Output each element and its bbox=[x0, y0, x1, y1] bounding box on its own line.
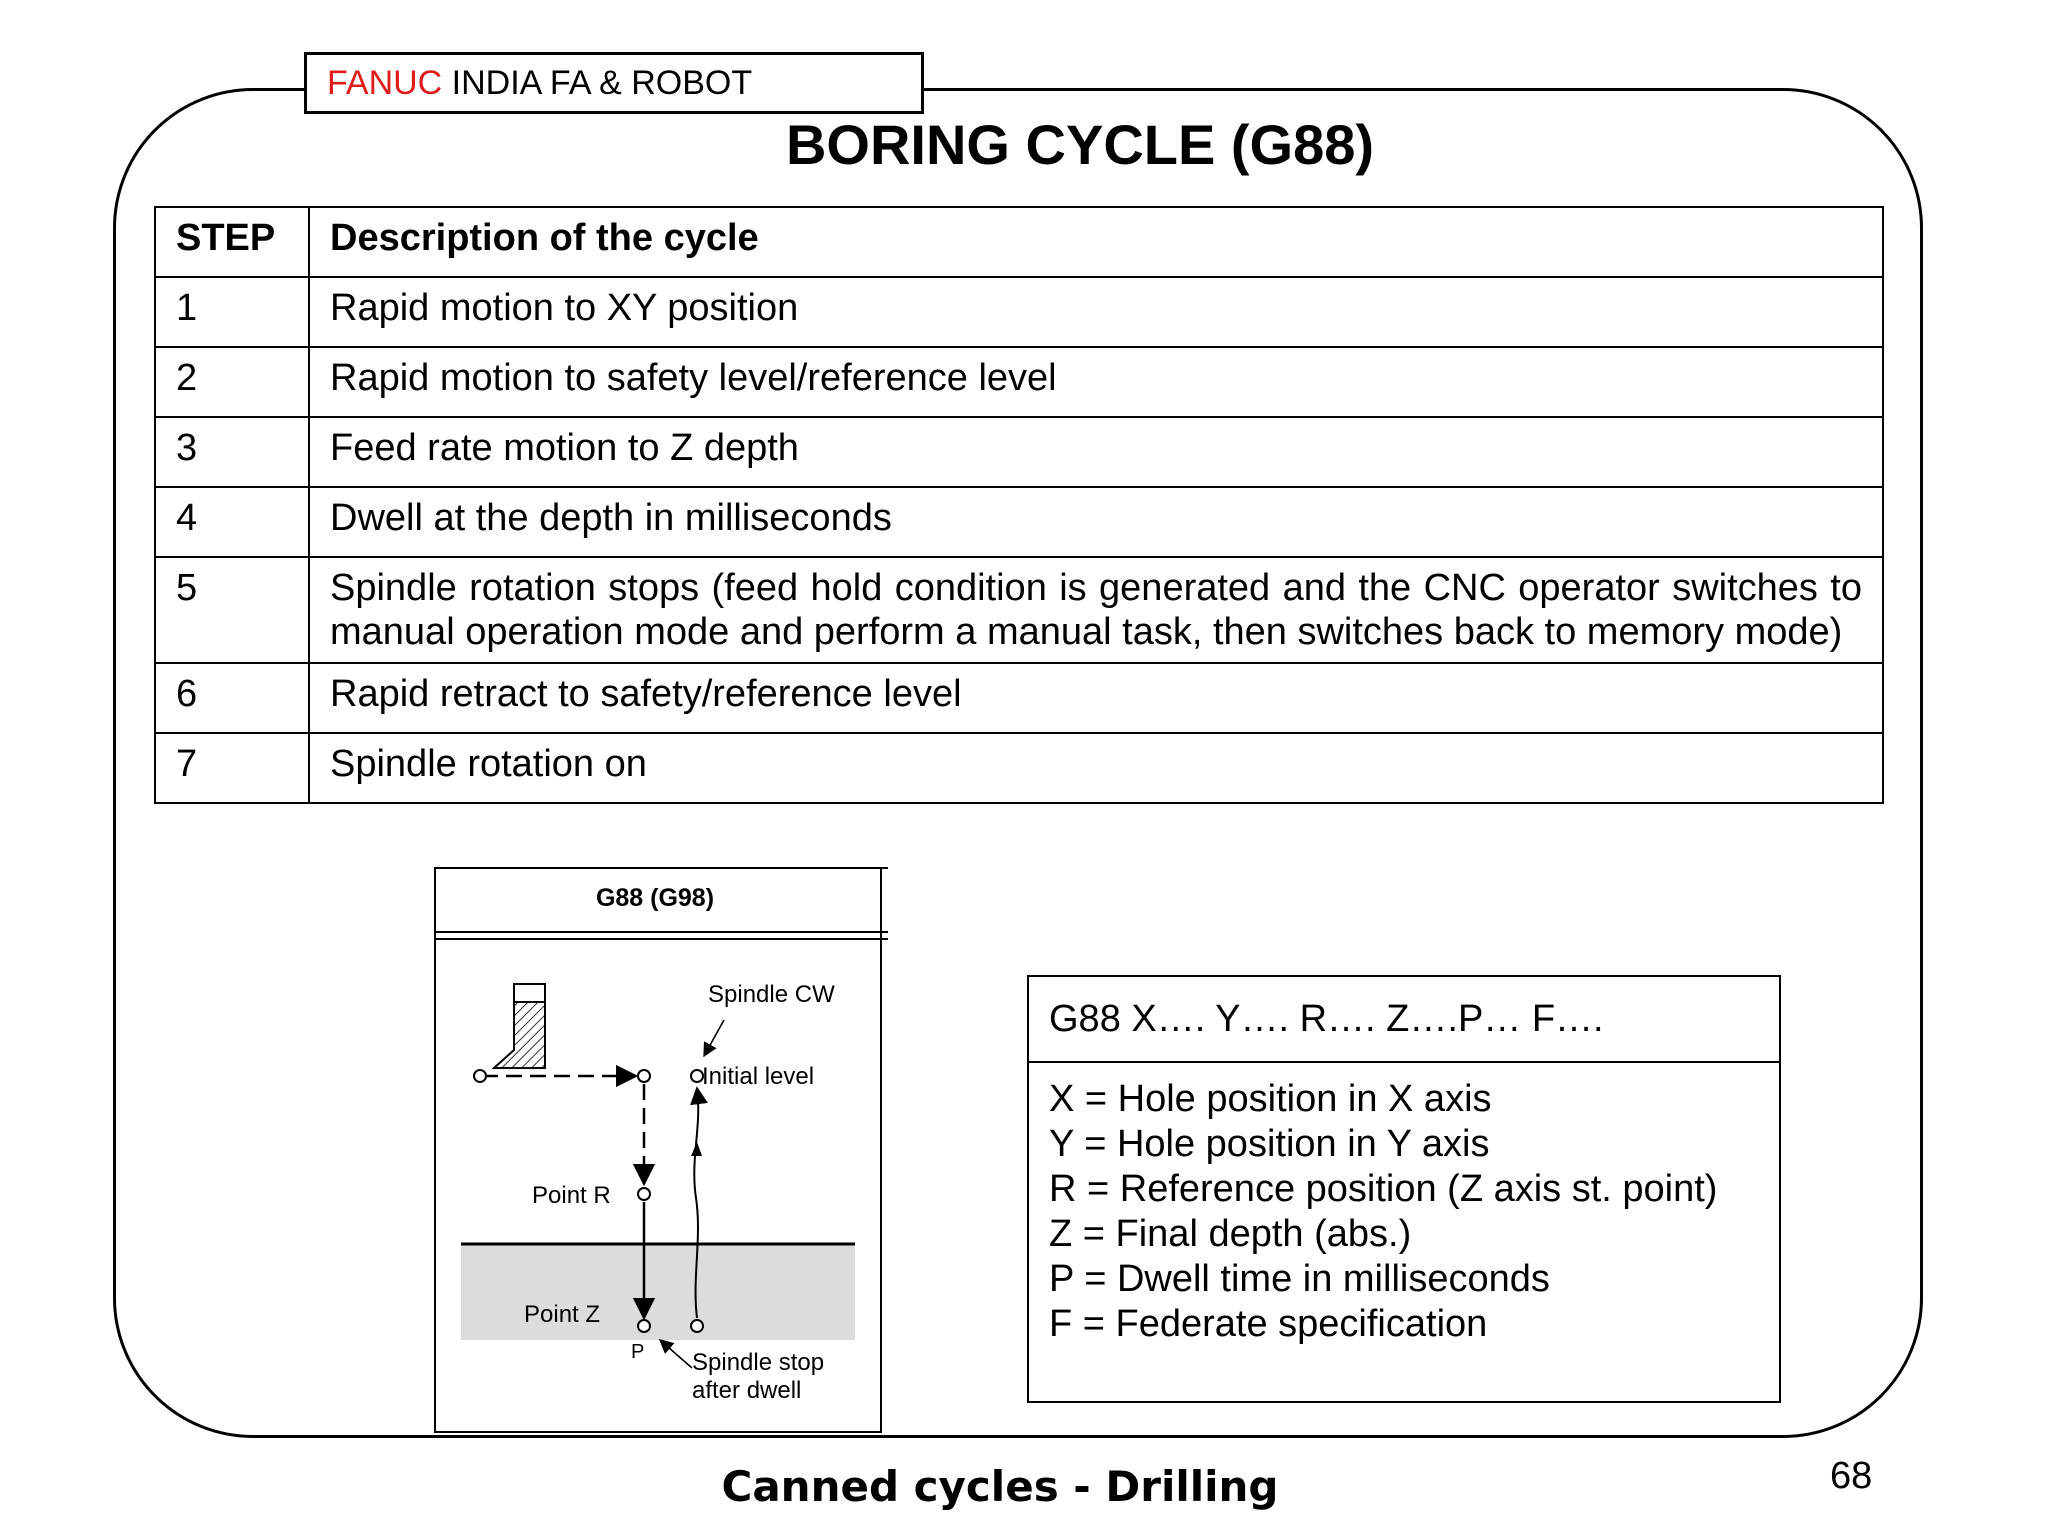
table-row bbox=[155, 733, 1883, 803]
brand-name: FANUC bbox=[327, 64, 443, 102]
boring-cycle-diagram bbox=[434, 858, 888, 1438]
point-r-label: Point R bbox=[532, 1182, 611, 1209]
table-row bbox=[155, 557, 1883, 663]
parameter-list bbox=[1029, 1063, 1779, 1347]
diagram-frame bbox=[435, 868, 881, 1432]
step-number: 1 bbox=[155, 277, 309, 347]
parameter-item: F = Federate specification bbox=[1049, 1303, 1488, 1345]
step-number: 4 bbox=[155, 487, 309, 557]
table-row bbox=[155, 487, 1883, 557]
start-point bbox=[474, 1070, 486, 1082]
diagram-title: G88 (G98) bbox=[595, 884, 715, 912]
parameter-item: R = Reference position (Z axis st. point) bbox=[1049, 1168, 1718, 1210]
spindle-cw-label: Spindle CW bbox=[708, 981, 835, 1008]
steps-table bbox=[154, 206, 1884, 804]
workpiece bbox=[461, 1244, 855, 1340]
parameter-item: P = Dwell time in milliseconds bbox=[1049, 1258, 1550, 1300]
after-dwell-label: after dwell bbox=[692, 1377, 802, 1404]
table-row bbox=[155, 663, 1883, 733]
step-number: 7 bbox=[155, 733, 309, 803]
table-row bbox=[155, 277, 1883, 347]
table-row bbox=[155, 417, 1883, 487]
column-header-description: Description of the cycle bbox=[309, 207, 1883, 277]
retract-bottom-point bbox=[691, 1320, 703, 1332]
initial-level-label: Initial level bbox=[702, 1063, 815, 1090]
column-header-step: STEP bbox=[155, 207, 309, 277]
parameter-item: X = Hole position in X axis bbox=[1049, 1078, 1492, 1120]
tool-shank bbox=[514, 984, 545, 1002]
footer-topic: Canned cycles - Drilling bbox=[721, 1462, 1279, 1511]
step-number: 3 bbox=[155, 417, 309, 487]
page-title: BORING CYCLE (G88) bbox=[785, 113, 1375, 176]
g88-format: G88 X…. Y…. R…. Z….P… F…. bbox=[1029, 977, 1779, 1063]
point-r-marker bbox=[638, 1188, 650, 1200]
step-number: 2 bbox=[155, 347, 309, 417]
step-description: Rapid retract to safety/reference level bbox=[309, 663, 1883, 733]
p-label: P bbox=[631, 1341, 645, 1363]
spindle-stop-label: Spindle stop bbox=[692, 1349, 825, 1376]
parameter-item: Z = Final depth (abs.) bbox=[1049, 1213, 1412, 1255]
step-description: Rapid motion to safety level/reference level bbox=[309, 347, 1883, 417]
table-row bbox=[155, 347, 1883, 417]
point-z-label: Point Z bbox=[524, 1301, 601, 1328]
step-number: 6 bbox=[155, 663, 309, 733]
company-name: INDIA FA & ROBOT bbox=[442, 64, 753, 102]
company-label bbox=[304, 52, 924, 114]
step-description: Feed rate motion to Z depth bbox=[309, 417, 1883, 487]
initial-point bbox=[638, 1070, 650, 1082]
step-description: Rapid motion to XY position bbox=[309, 277, 1883, 347]
step-description: Spindle rotation on bbox=[309, 733, 1883, 803]
parameter-item: Y = Hole position in Y axis bbox=[1049, 1123, 1490, 1165]
step-number: 5 bbox=[155, 557, 309, 663]
table-header-row bbox=[155, 207, 1883, 277]
point-z-marker bbox=[638, 1320, 650, 1332]
syntax-box bbox=[1027, 975, 1781, 1403]
page-number: 68 bbox=[1830, 1455, 1873, 1497]
step-description: Spindle rotation stops (feed hold condition is generated and the CNC operator switches to manual operation mode and perform a manual task, then switches back to memory mode) bbox=[309, 557, 1883, 663]
step-description: Dwell at the depth in milliseconds bbox=[309, 487, 1883, 557]
